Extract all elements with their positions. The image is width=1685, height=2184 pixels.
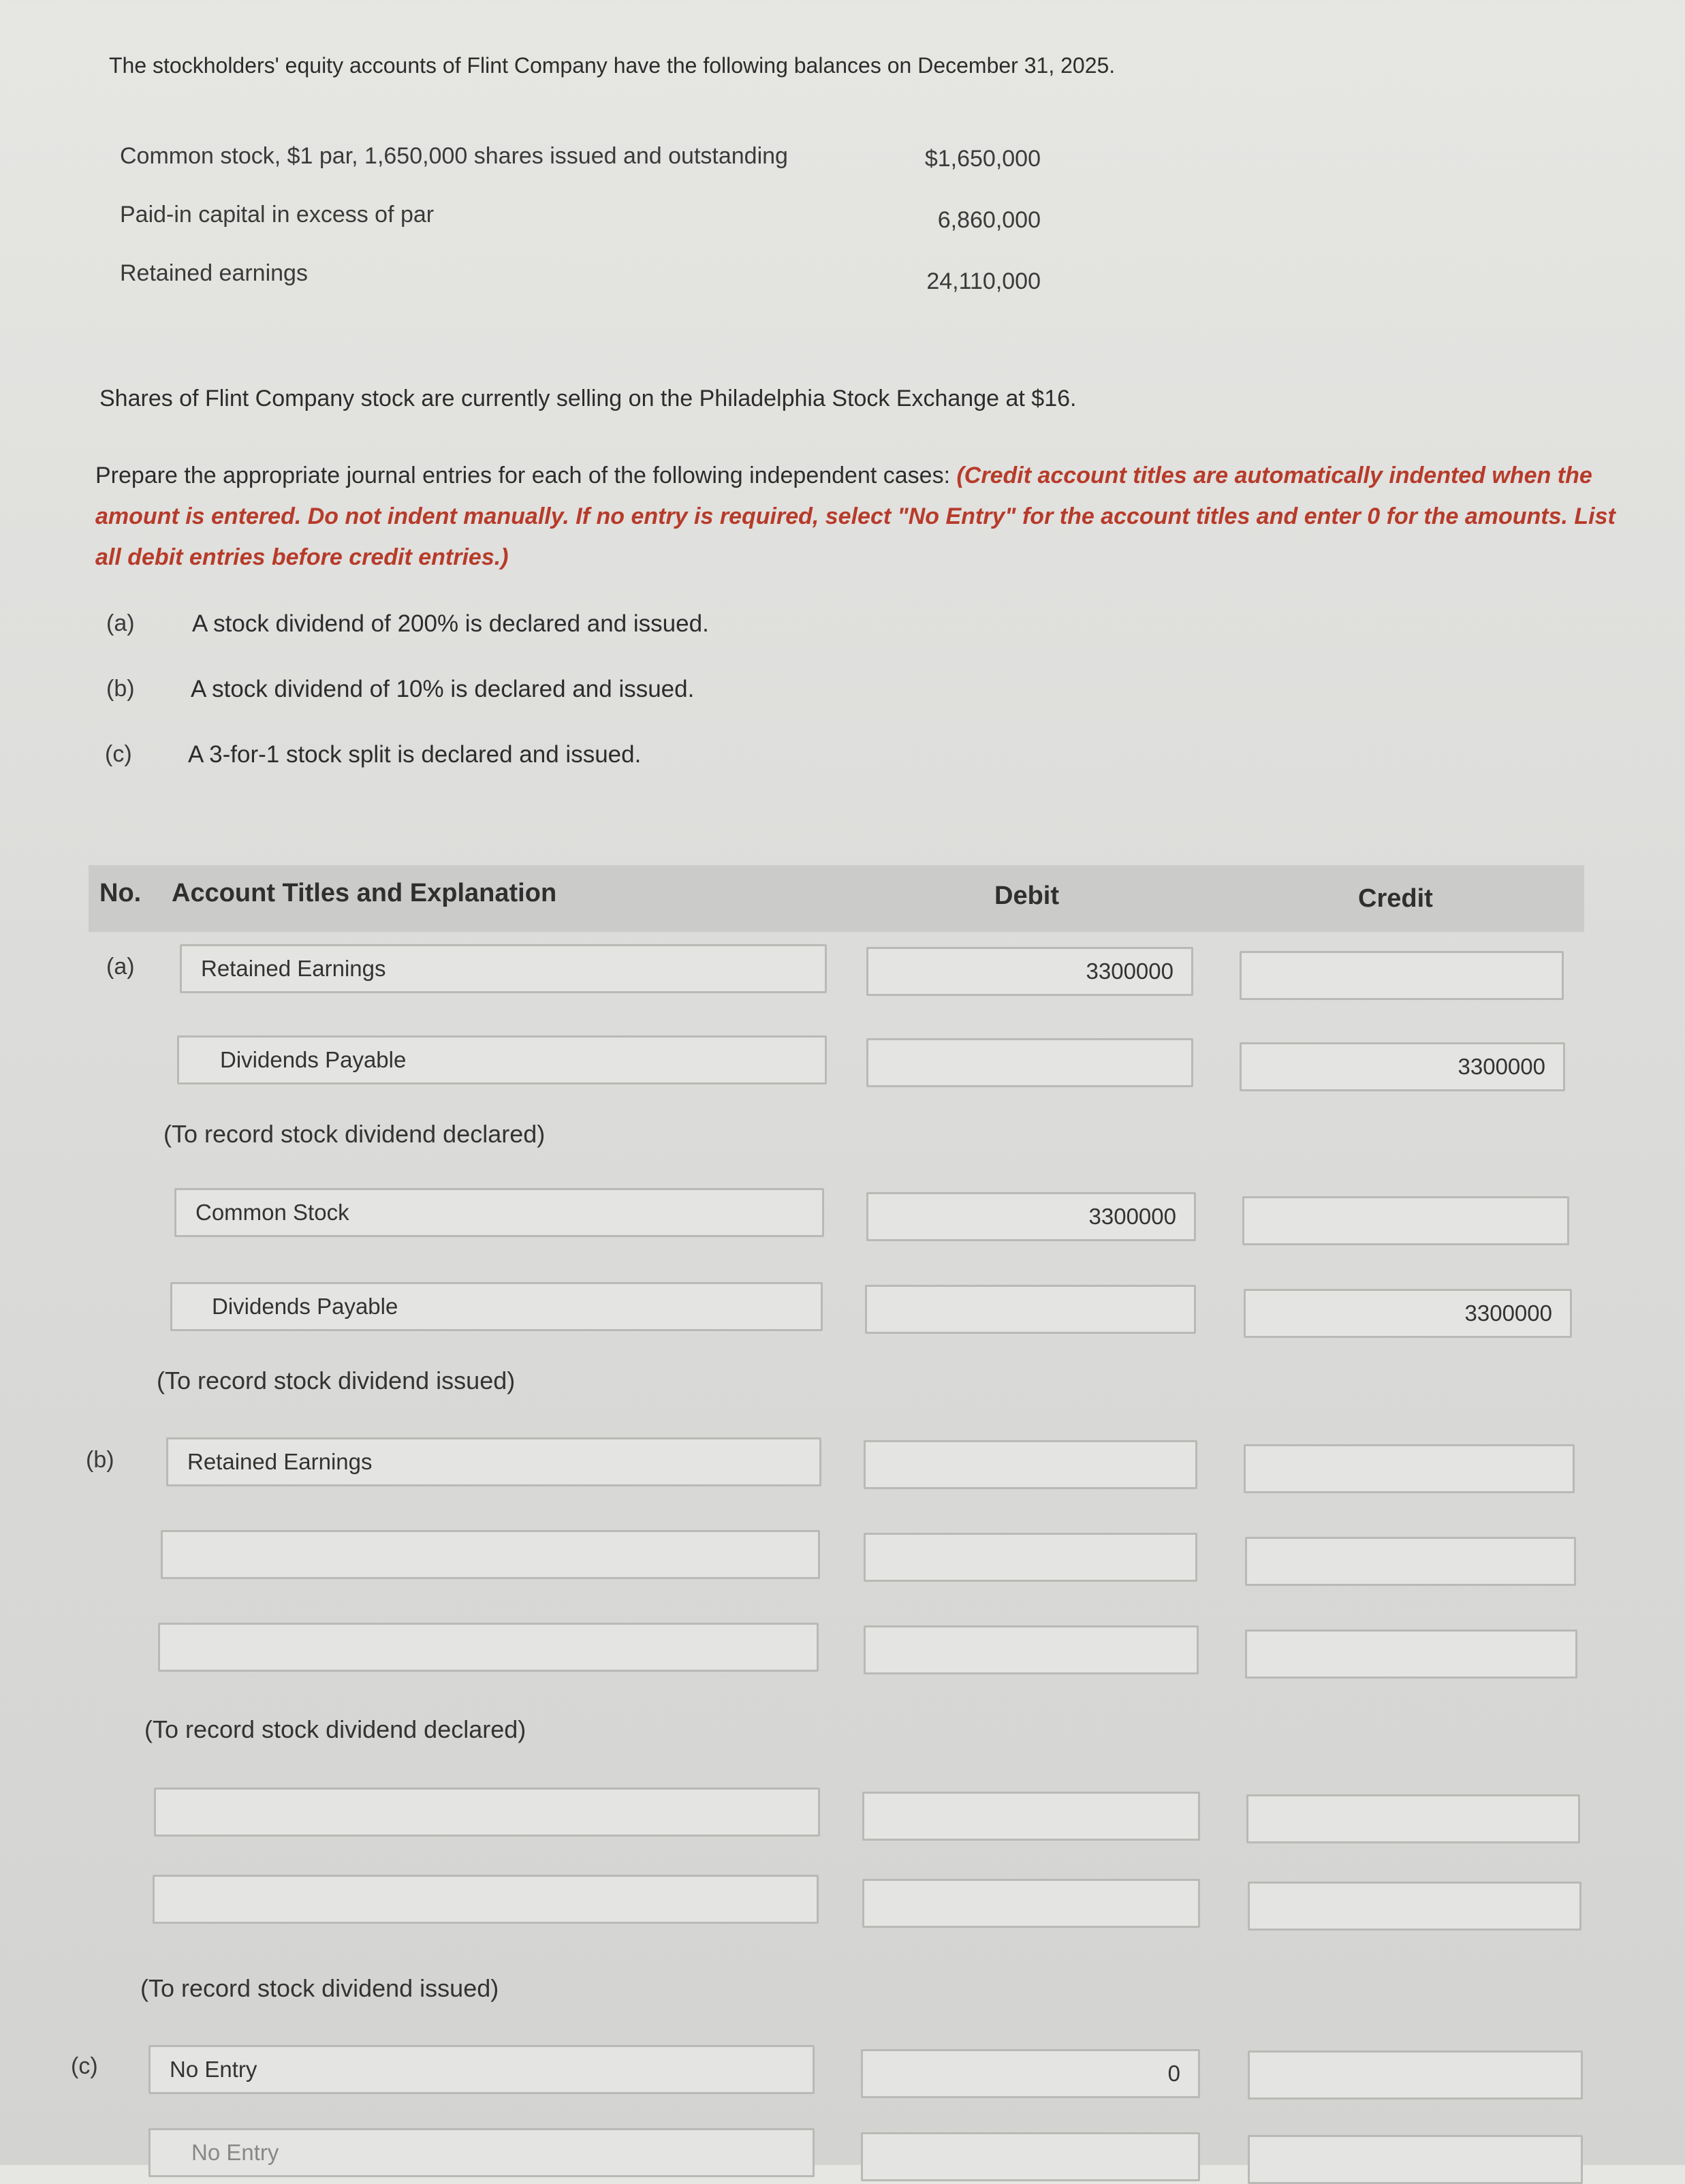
b-row5-credit-input[interactable]: [1248, 1882, 1581, 1931]
a-row3-account-select[interactable]: Common Stock: [174, 1188, 824, 1237]
balance-label-retained-earnings: Retained earnings: [120, 260, 308, 286]
case-c-text: A 3-for-1 stock split is declared and issued.: [188, 741, 642, 768]
instructions-main: Prepare the appropriate journal entries for each of the following independent cases:: [95, 463, 951, 488]
entry-c-label: (c): [71, 2053, 98, 2079]
share-price-text: Shares of Flint Company stock are currently selling on the Philadelphia Stock Exchange at $16.: [99, 386, 1077, 411]
c-row1-account-select[interactable]: No Entry: [148, 2045, 815, 2094]
c-row2-account-select[interactable]: No Entry: [148, 2128, 815, 2177]
b-explanation-issued: (To record stock dividend issued): [140, 1974, 499, 2002]
a-row2-debit-input[interactable]: [866, 1038, 1193, 1087]
b-row2-credit-input[interactable]: [1245, 1537, 1576, 1586]
balance-value-paid-in-capital: 6,860,000: [937, 207, 1041, 233]
a-row1-debit-input[interactable]: 3300000: [866, 947, 1193, 996]
a-row1-account-select[interactable]: Retained Earnings: [180, 944, 827, 993]
a-explanation-declared: (To record stock dividend declared): [163, 1120, 546, 1148]
c-row2-credit-input[interactable]: [1248, 2135, 1583, 2184]
b-row5-account-select[interactable]: [153, 1875, 819, 1924]
entry-b-label: (b): [86, 1447, 114, 1473]
b-explanation-declared: (To record stock dividend declared): [144, 1715, 526, 1743]
b-row3-debit-input[interactable]: [864, 1625, 1199, 1674]
b-row4-credit-input[interactable]: [1246, 1794, 1580, 1843]
entry-a-label: (a): [106, 954, 135, 980]
b-row1-debit-input[interactable]: [864, 1440, 1197, 1489]
c-row1-debit-input[interactable]: 0: [861, 2049, 1200, 2098]
b-row2-debit-input[interactable]: [864, 1533, 1197, 1582]
case-a-text: A stock dividend of 200% is declared and issued.: [192, 610, 709, 637]
a-row4-account-select[interactable]: Dividends Payable: [170, 1282, 823, 1331]
a-row4-debit-input[interactable]: [865, 1285, 1196, 1334]
b-row3-account-select[interactable]: [158, 1623, 819, 1672]
c-row1-credit-input[interactable]: [1248, 2050, 1583, 2100]
b-row2-account-select[interactable]: [161, 1530, 820, 1579]
a-row1-credit-input[interactable]: [1240, 951, 1564, 1000]
instructions-note: (Credit account titles are automatically indented when the amount is entered. Do not indent manually. If no entry is required, select "No Entry" for the account titles and enter 0 for the amounts. List all debit entries before credit entries.): [95, 463, 1616, 570]
header-no: No.: [99, 879, 142, 907]
problem-intro: The stockholders' equity accounts of Flint Company have the following balances on December 31, 2025.: [109, 53, 1116, 78]
b-row4-debit-input[interactable]: [862, 1792, 1200, 1841]
a-row3-credit-input[interactable]: [1242, 1196, 1569, 1245]
balance-value-retained-earnings: 24,110,000: [926, 268, 1041, 294]
balance-label-paid-in-capital: Paid-in capital in excess of par: [120, 202, 435, 228]
balance-value-common-stock: $1,650,000: [924, 146, 1041, 172]
header-debit: Debit: [994, 882, 1059, 910]
case-b-letter: (b): [106, 676, 135, 702]
balance-label-common-stock: Common stock, $1 par, 1,650,000 shares issued and outstanding: [120, 143, 788, 169]
b-row1-credit-input[interactable]: [1244, 1444, 1575, 1493]
a-row2-account-select[interactable]: Dividends Payable: [177, 1035, 827, 1085]
a-row2-credit-input[interactable]: 3300000: [1240, 1042, 1565, 1091]
case-b-text: A stock dividend of 10% is declared and issued.: [191, 676, 695, 702]
b-row5-debit-input[interactable]: [862, 1879, 1200, 1928]
b-row4-account-select[interactable]: [154, 1788, 820, 1837]
case-c-letter: (c): [105, 741, 132, 767]
a-row4-credit-input[interactable]: 3300000: [1244, 1289, 1572, 1338]
header-account: Account Titles and Explanation: [172, 879, 557, 907]
c-row2-debit-input[interactable]: [861, 2132, 1200, 2181]
a-explanation-issued: (To record stock dividend issued): [157, 1367, 516, 1394]
b-row1-account-select[interactable]: Retained Earnings: [166, 1437, 821, 1486]
instructions: [95, 455, 1621, 578]
a-row3-debit-input[interactable]: 3300000: [866, 1192, 1196, 1241]
b-row3-credit-input[interactable]: [1245, 1629, 1577, 1679]
case-a-letter: (a): [106, 610, 135, 636]
header-credit: Credit: [1358, 884, 1433, 913]
